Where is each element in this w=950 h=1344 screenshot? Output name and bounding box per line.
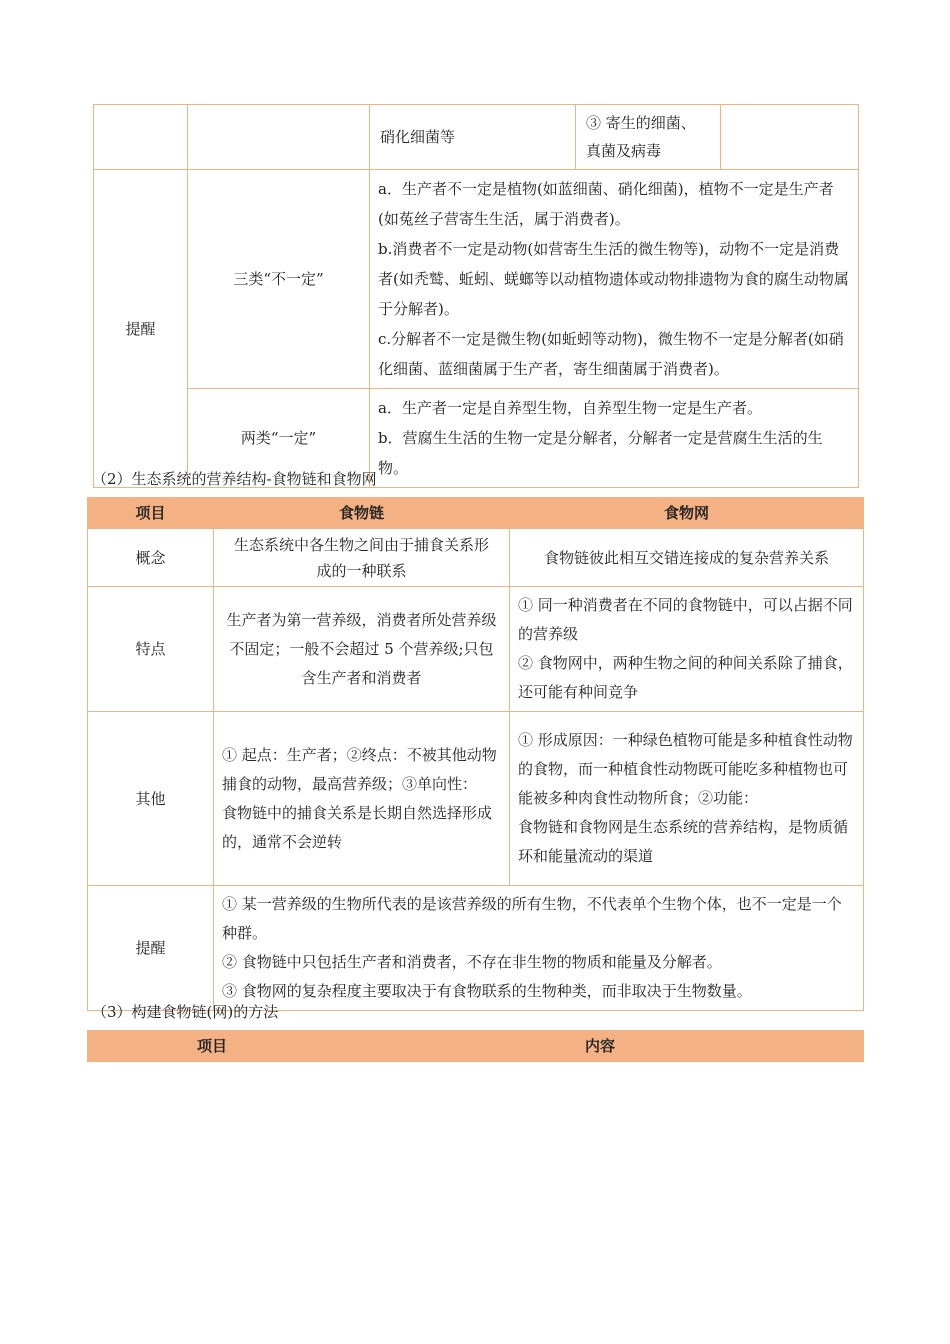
text-line: ③ 寄生的细菌、 <box>586 114 696 132</box>
column-header: 食物网 <box>510 498 864 529</box>
food-chain-method-table <box>87 1030 864 1062</box>
table-row <box>88 886 864 1011</box>
table-cell: 硝化细菌等 <box>370 105 576 170</box>
column-header: 内容 <box>337 1031 864 1062</box>
text-paragraph: 食物链中的捕食关系是长期自然选择形成的，通常不会逆转 <box>222 803 493 851</box>
table-cell <box>188 105 370 170</box>
two-must-label: 两类“一定” <box>188 389 370 488</box>
text-paragraph: ① 形成原因：一种绿色植物可能是多种植食性动物的食物，而一种植食性动物既可能吃多种植物也可能被多种肉食性动物所食；②功能： <box>518 731 853 807</box>
two-must-content <box>370 389 859 488</box>
table-row <box>88 712 864 886</box>
table-row <box>94 170 859 389</box>
text-paragraph: ① 起点：生产者；②终点：不被其他动物捕食的动物，最高营养级；③单向性： <box>222 745 497 793</box>
table-cell <box>576 105 721 170</box>
text-paragraph: ③ 食物网的复杂程度主要取决于有食物联系的生物种类，而非取决于生物数量。 <box>222 982 752 1000</box>
column-header: 食物链 <box>214 498 510 529</box>
table-cell <box>510 712 864 886</box>
column-header: 项目 <box>88 498 214 529</box>
table-cell <box>214 886 864 1011</box>
section-caption: （2）生态系统的营养结构-食物链和食物网 <box>92 470 377 488</box>
section-caption: （3）构建食物链(网)的方法 <box>92 1003 279 1021</box>
table-cell <box>94 105 188 170</box>
row-label-reminder: 提醒 <box>94 170 188 488</box>
table-cell <box>721 105 859 170</box>
table-row <box>94 105 859 170</box>
table-header-row <box>88 498 864 529</box>
table-cell: 生态系统中各生物之间由于捕食关系形成的一种联系 <box>214 529 510 587</box>
row-label-features: 特点 <box>88 587 214 712</box>
column-header: 项目 <box>88 1031 337 1062</box>
text-paragraph: b．营腐生生活的生物一定是分解者，分解者一定是营腐生生活的生物。 <box>378 429 823 477</box>
table-row <box>88 529 864 587</box>
text-paragraph: c.分解者不一定是微生物(如蚯蚓等动物)，微生物不一定是分解者(如硝化细菌、蓝细菌属于生产者，寄生细菌属于消费者)。 <box>378 330 844 378</box>
row-label-concept: 概念 <box>88 529 214 587</box>
row-label-reminder: 提醒 <box>88 886 214 1011</box>
text-paragraph: a．生产者不一定是植物(如蓝细菌、硝化细菌)，植物不一定是生产者(如菟丝子营寄生生活，属于消费者)。 <box>378 180 834 228</box>
text-paragraph: ① 同一种消费者在不同的食物链中，可以占据不同的营养级 <box>518 596 853 643</box>
table-cell <box>510 587 864 712</box>
table-header-row <box>88 1031 864 1062</box>
text-line: 真菌及病毒 <box>586 142 662 160</box>
three-not-content <box>370 170 859 389</box>
text-paragraph: ② 食物网中，两种生物之间的种间关系除了捕食，还可能有种间竞争 <box>518 654 853 701</box>
food-chain-web-table <box>87 497 864 1011</box>
text-paragraph: b.消费者不一定是动物(如营寄生生活的微生物等)，动物不一定是消费者(如秃鹫、蚯蚓、蜣螂等以动植物遗体或动物排遗物为食的腐生动物属于分解者)。 <box>378 240 849 318</box>
table-cell <box>214 712 510 886</box>
table-row <box>88 587 864 712</box>
text-paragraph: 食物链和食物网是生态系统的营养结构，是物质循环和能量流动的渠道 <box>518 818 849 865</box>
three-not-label: 三类“不一定” <box>188 170 370 389</box>
text-paragraph: ② 食物链中只包括生产者和消费者，不存在非生物的物质和能量及分解者。 <box>222 953 722 971</box>
table-cell: 食物链彼此相互交错连接成的复杂营养关系 <box>510 529 864 587</box>
text-paragraph: a．生产者一定是自养型生物，自养型生物一定是生产者。 <box>378 399 762 417</box>
text-paragraph: ① 某一营养级的生物所代表的是该营养级的所有生物，不代表单个生物个体，也不一定是一个种群。 <box>222 895 842 942</box>
table-cell: 生产者为第一营养级，消费者所处营养级不固定；一般不会超过 5 个营养级;只包含生产者和消费者 <box>214 587 510 712</box>
producer-consumer-decomposer-table <box>93 104 859 488</box>
row-label-others: 其他 <box>88 712 214 886</box>
